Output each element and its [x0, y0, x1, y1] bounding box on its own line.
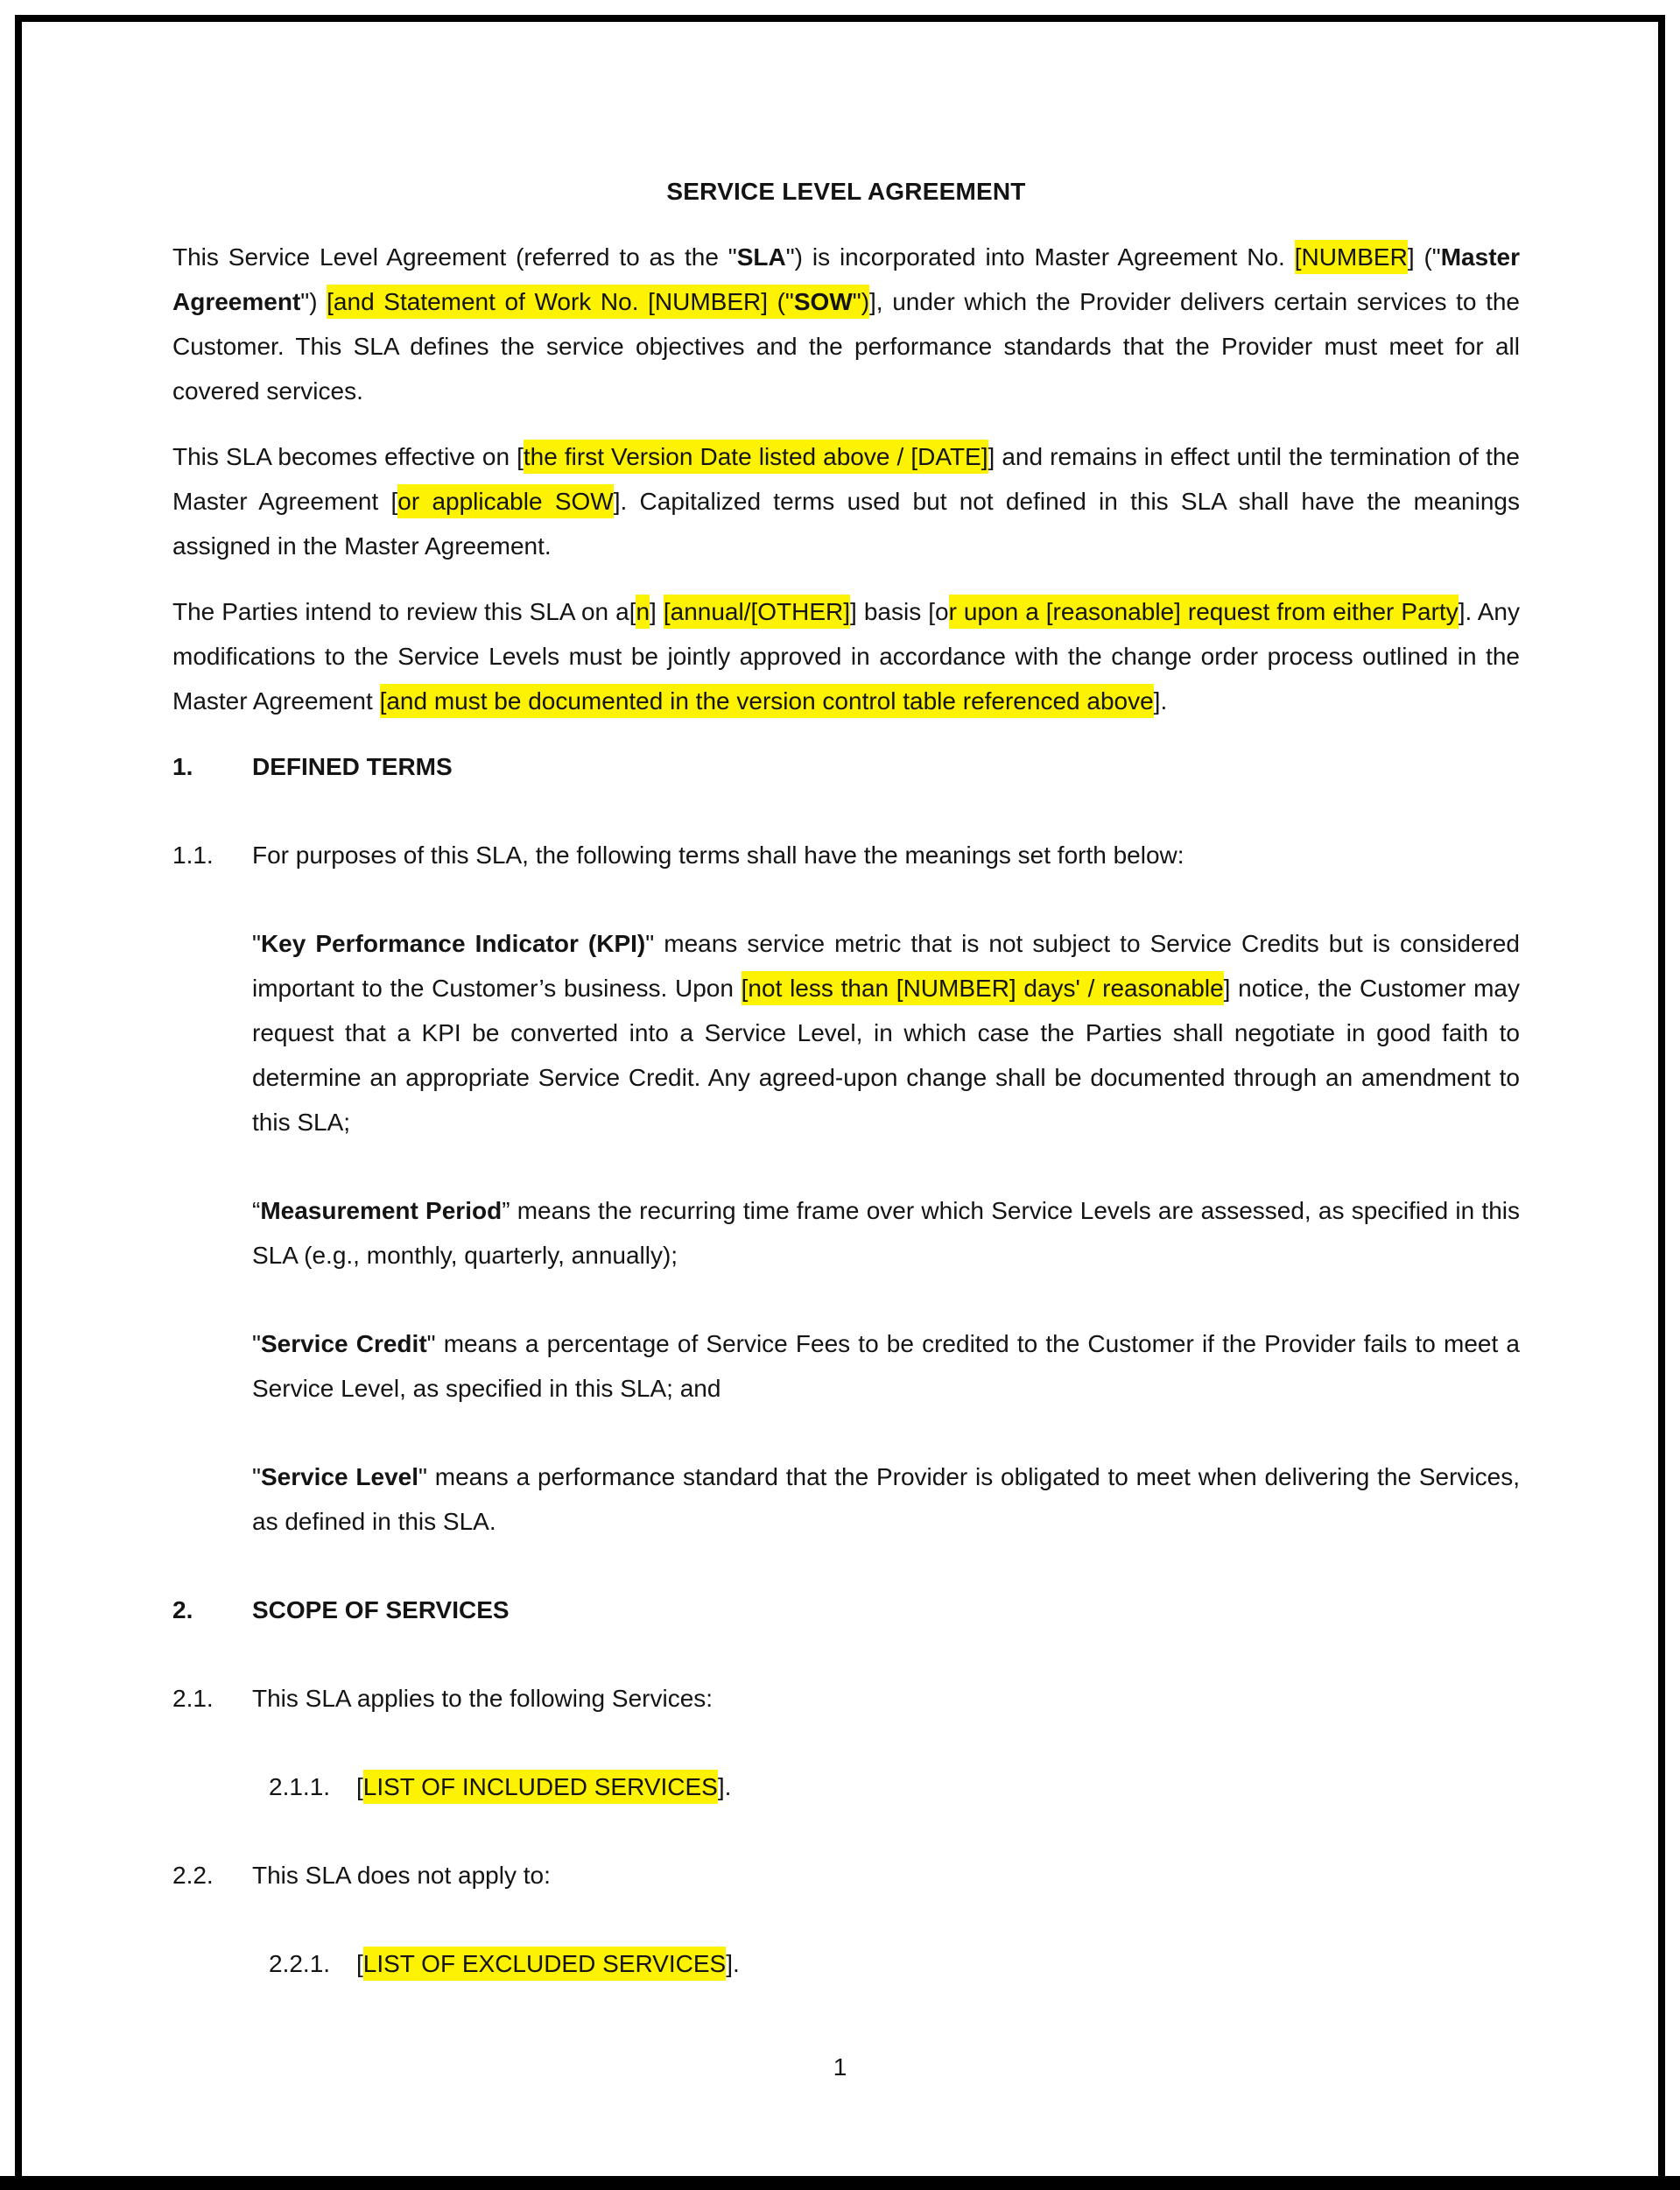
highlighted-text-run: the first Version Date listed above / [DATE]: [524, 440, 988, 474]
text-run: This SLA applies to the following Services:: [252, 1685, 713, 1712]
text-run: For purposes of this SLA, the following terms shall have the meanings set forth below:: [252, 841, 1184, 869]
highlighted-text-run: [annual/[OTHER]: [664, 595, 850, 629]
text-run: [: [356, 1950, 363, 1977]
intro-paragraph-1: [172, 235, 1520, 413]
document-body: [172, 169, 1520, 2030]
text-run: SLA: [736, 243, 786, 271]
text-run: ].: [726, 1950, 740, 1977]
text-run: ]. Capitalized terms used but not defined in this SLA shall have the meanings assigned in the Master Agreement.: [172, 488, 1520, 560]
text-run: Key Performance Indicator (KPI): [260, 930, 646, 957]
text-run: ]. Any modifications to the Service Levels must be jointly approved in accordance with the change order process outlined in the Master Agreement: [172, 598, 1520, 715]
text-run: This Service Level Agreement (referred to as the ": [172, 243, 737, 271]
text-run: ] basis [o: [850, 598, 949, 625]
text-run: ": [252, 1463, 261, 1490]
page-bottom-border: [0, 2176, 1680, 2190]
clause-2-2-1: [269, 1941, 1520, 1986]
highlighted-text-run: r upon a [reasonable] request from either Party: [949, 595, 1459, 629]
text-run: ]: [650, 598, 664, 625]
section-2-heading: [172, 1588, 1520, 1632]
section-1-heading: [172, 744, 1520, 789]
highlighted-text-run: [NUMBER: [1295, 240, 1408, 274]
definition-service-level: [252, 1454, 1520, 1544]
intro-paragraph-2: [172, 434, 1520, 568]
text-run: ] and remains in effect until the termination of the Master Agreement [: [172, 443, 1520, 515]
text-run: ” means the recurring time frame over which Service Levels are assessed, as specified in this SLA (e.g., monthly, quarterly, annually);: [252, 1197, 1520, 1269]
text-run: “: [252, 1197, 261, 1224]
document-title: SERVICE LEVEL AGREEMENT: [666, 178, 1026, 205]
highlighted-text-run: "): [853, 285, 869, 319]
text-run: ].: [1153, 687, 1168, 715]
clause-2-1-text: [252, 1676, 1520, 1721]
text-run: " means a performance standard that the Provider is obligated to meet when delivering the Services, as defined in this SLA.: [252, 1463, 1520, 1535]
clause-1-1: [172, 833, 1520, 877]
highlighted-text-run: [and must be documented in the version control table referenced above: [380, 684, 1154, 718]
text-run: Service Level: [260, 1463, 418, 1490]
clause-2-2-1-number: 2.2.1.: [269, 1950, 331, 1977]
text-run: ] notice, the Customer may request that a KPI be converted into a Service Level, in which case the Parties shall negotiate in good faith to determine an appropriate Service Credit. Any agreed-upon change shall be documented through an amendment to this SLA;: [252, 975, 1521, 1136]
text-run: ": [252, 930, 261, 957]
highlighted-text-run: n: [636, 595, 650, 629]
text-run: Master Agreement: [172, 243, 1520, 315]
clause-2-2: [172, 1853, 1520, 1898]
clause-2-2-text: [252, 1853, 1520, 1898]
intro-paragraph-3: [172, 589, 1520, 723]
text-run: " means a percentage of Service Fees to be credited to the Customer if the Provider fails to meet a Service Level, as specified in this SLA; and: [252, 1330, 1520, 1402]
highlighted-text-run: LIST OF INCLUDED SERVICES: [363, 1770, 718, 1804]
clause-2-1-number: 2.1.: [172, 1685, 214, 1712]
clause-2-2-1-text: [356, 1941, 1520, 1986]
text-run: ], under which the Provider delivers certain services to the Customer. This SLA defines the service objectives and the performance standards that the Provider must meet for all covered services.: [172, 288, 1520, 405]
clause-2-1-1: [269, 1764, 1520, 1809]
highlighted-text-run: LIST OF EXCLUDED SERVICES: [363, 1947, 726, 1981]
clause-1-1-number: 1.1.: [172, 841, 214, 869]
text-run: "): [300, 288, 327, 315]
highlighted-text-run: or applicable SOW: [397, 484, 613, 518]
text-run: Measurement Period: [260, 1197, 503, 1224]
text-run: ": [252, 1330, 261, 1357]
text-run: ].: [717, 1773, 732, 1800]
text-run: This SLA becomes effective on [: [172, 443, 524, 470]
section-1-title: DEFINED TERMS: [252, 753, 453, 780]
highlighted-text-run: [and Statement of Work No. [NUMBER] (": [327, 285, 794, 319]
section-1-number: 1.: [172, 753, 193, 780]
text-run: [: [356, 1773, 363, 1800]
clause-2-1-1-number: 2.1.1.: [269, 1773, 331, 1800]
section-2-number: 2.: [172, 1596, 193, 1623]
section-2-title: SCOPE OF SERVICES: [252, 1596, 510, 1623]
definition-service-credit: [252, 1321, 1520, 1411]
clause-1-1-text: [252, 833, 1520, 877]
definition-kpi: [252, 921, 1520, 1144]
definition-measurement-period: [252, 1188, 1520, 1278]
clause-2-1: [172, 1676, 1520, 1721]
highlighted-text-run: [not less than [NUMBER] days' / reasonable: [742, 971, 1224, 1005]
text-run: ") is incorporated into Master Agreement No.: [785, 243, 1295, 271]
text-run: ] (": [1407, 243, 1441, 271]
page-number: 1: [833, 2053, 847, 2081]
highlighted-text-run: SOW: [794, 285, 853, 319]
clause-2-2-number: 2.2.: [172, 1862, 214, 1889]
text-run: This SLA does not apply to:: [252, 1862, 551, 1889]
text-run: The Parties intend to review this SLA on a[: [172, 598, 636, 625]
text-run: Service Credit: [260, 1330, 427, 1357]
clause-2-1-1-text: [356, 1764, 1520, 1809]
text-run: " means service metric that is not subject to Service Credits but is considered important to the Customer’s business. Upon: [252, 930, 1520, 1002]
